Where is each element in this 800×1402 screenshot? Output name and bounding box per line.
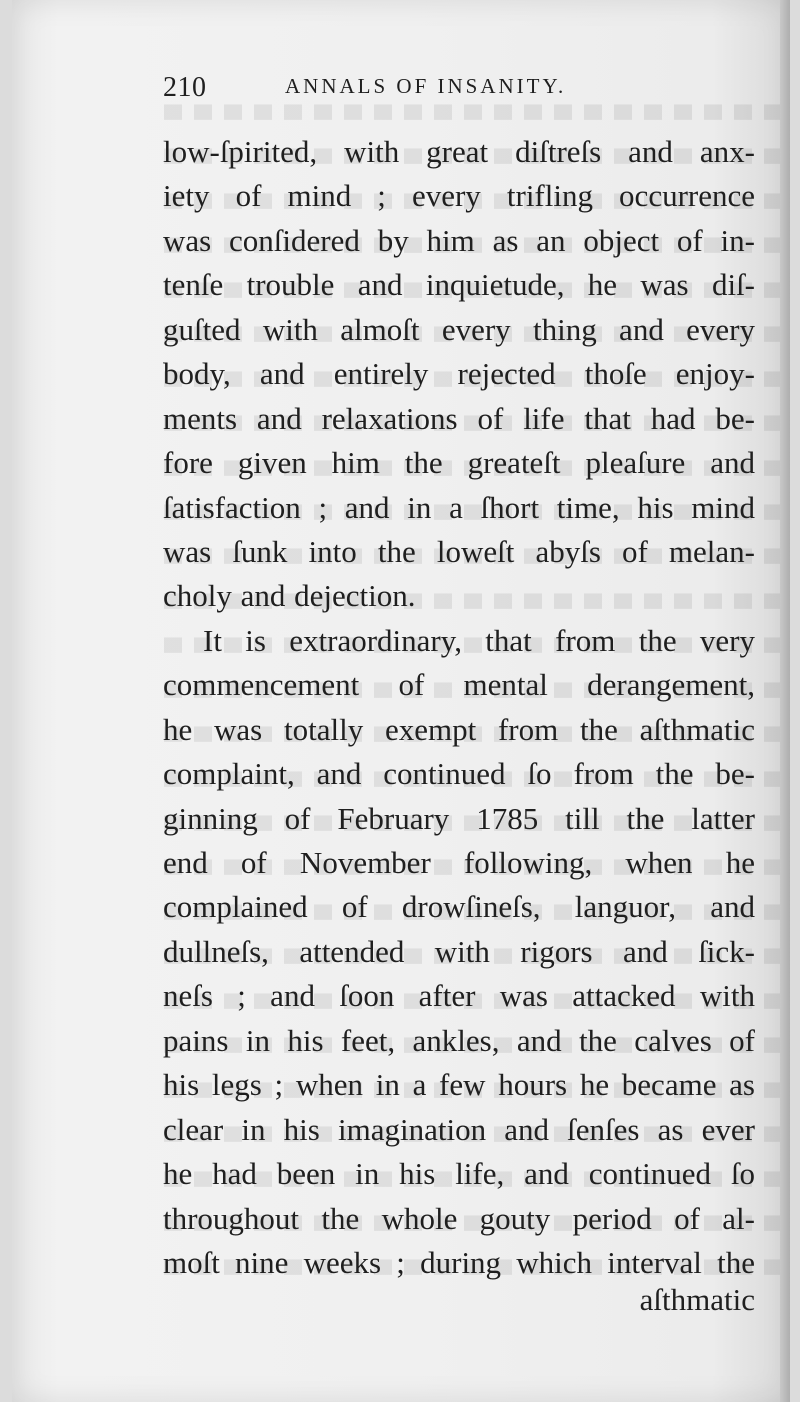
text-line: end of November following, when he [163,845,755,880]
text-line: ſatisfaction ; and in a ſhort time, his mind [163,489,755,525]
text-line: commencement of mental derangement, [163,667,755,703]
page-edge-shadow [780,0,790,1402]
text-line: throughout the whole gouty period of al- [163,1200,755,1236]
text-line: complained of drowſineſs, languor, and [163,889,755,925]
paragraph-start-line: It is extraordinary, that from the very [203,622,755,658]
text-line: clear in his imagination and ſenſes as ever [163,1111,755,1147]
body-text [163,130,755,1285]
text-line: ginning of February 1785 till the latter [163,800,755,836]
running-title: ANNALS OF INSANITY. [285,74,567,98]
text-line: neſs ; and ſoon after was attacked with [163,978,755,1014]
text-line: he had been in his life, and continued ſo [163,1156,755,1192]
text-line: iety of mind ; every trifling occurrence [163,178,755,214]
text-line: was conſidered by him as an object of in- [163,222,755,258]
text-line: moſt nine weeks ; during which interval the [163,1244,755,1280]
text-line: he was totally exempt from the aſthmatic [163,711,755,747]
paragraph-end-line: choly and dejection. [163,578,416,614]
text-line: guſted with almoſt every thing and every [163,311,755,347]
page-number: 210 [163,72,207,103]
text-line: ments and relaxations of life that had be- [163,400,755,436]
catchword: aſthmatic [639,1282,755,1317]
text-line: body, and entirely rejected thoſe enjoy- [163,356,755,392]
text-line: tenſe trouble and inquietude, he was diſ- [163,267,755,303]
text-line: complaint, and continued ſo from the be- [163,756,755,792]
text-line: his legs ; when in a few hours he became as [163,1067,755,1103]
text-line: was ſunk into the loweſt abyſs of melan- [163,533,755,569]
text-line: low-ſpirited, with great diſtreſs and anx- [163,134,755,169]
text-line: dullneſs, attended with rigors and ſick- [163,933,755,969]
text-line: pains in his feet, ankles, and the calves of [163,1022,755,1058]
running-head [163,72,643,112]
text-line: fore given him the greateſt pleaſure and [163,445,755,481]
